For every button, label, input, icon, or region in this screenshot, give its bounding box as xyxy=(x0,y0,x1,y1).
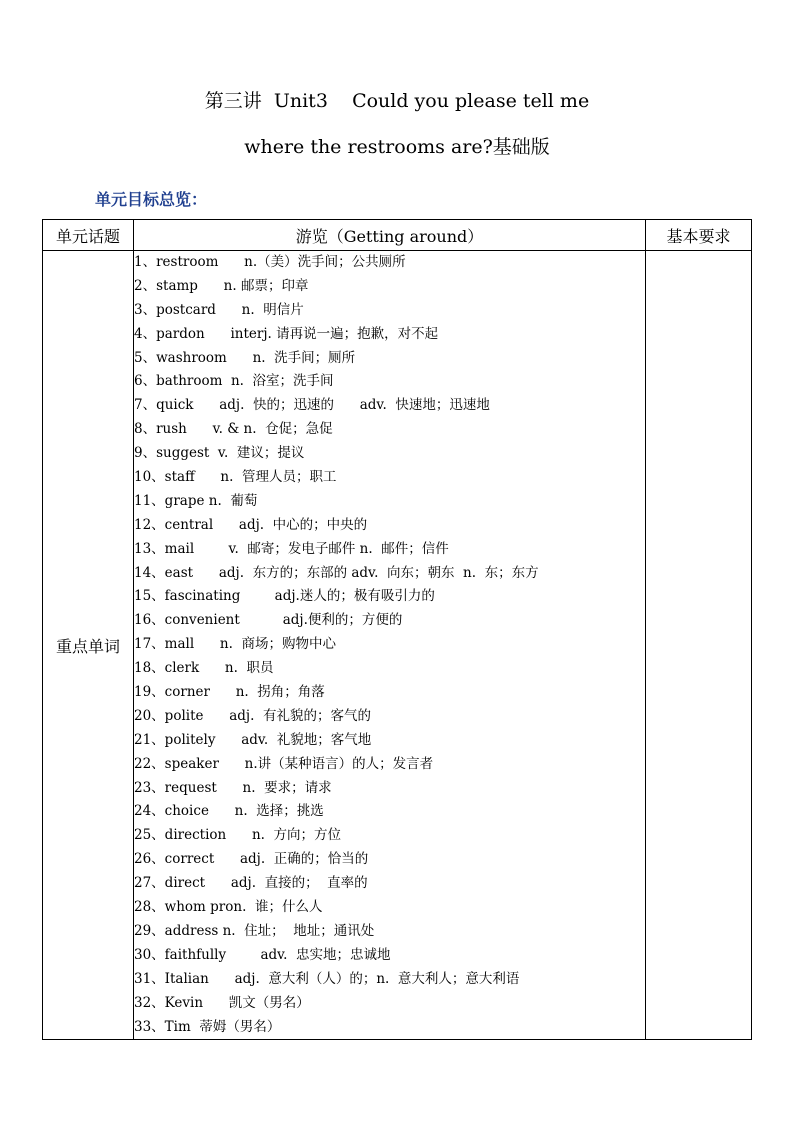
vocab-item: 5、washroom n. 洗手间；厕所 xyxy=(134,349,356,366)
vocab-item: 29、address n. 住址； 地址；通讯处 xyxy=(134,922,375,939)
vocab-item: 25、direction n. 方向；方位 xyxy=(134,827,342,844)
vocab-item: 27、direct adj. 直接的； 直率的 xyxy=(134,875,368,892)
vocab-item: 17、mall n. 商场；购物中心 xyxy=(134,636,336,653)
vocab-item: 20、polite adj. 有礼貌的；客气的 xyxy=(134,707,371,724)
vocab-item: 8、rush v. & n. 仓促；急促 xyxy=(134,421,333,438)
vocab-item: 14、east adj. 东方的；东部的 adv. 向东；朝东 n. 东；东方 xyxy=(134,564,539,581)
header-getting-around: 游览（Getting around） xyxy=(134,220,646,251)
topic-cell: 重点单词 xyxy=(43,251,134,1040)
document-title-line-1: 第三讲 Unit3 Could you please tell me xyxy=(204,90,590,112)
vocab-item: 13、mail v. 邮寄；发电子邮件 n. 邮件；信件 xyxy=(134,540,449,557)
vocab-item: 28、whom pron. 谁；什么人 xyxy=(134,899,323,916)
vocab-item: 15、fascinating adj.迷人的；极有吸引力的 xyxy=(134,588,435,605)
unit-goals-table xyxy=(42,219,752,1040)
header-requirements: 基本要求 xyxy=(646,220,752,251)
vocab-item: 11、grape n. 葡萄 xyxy=(134,492,258,509)
vocab-item: 9、suggest v. 建议；提议 xyxy=(134,445,305,462)
table-header-row xyxy=(43,220,752,251)
vocab-list-cell xyxy=(134,251,646,1040)
vocab-item: 1、restroom n.（美）洗手间；公共厕所 xyxy=(134,254,406,270)
vocab-item: 6、bathroom n. 浴室；洗手间 xyxy=(134,373,334,390)
vocab-item: 4、pardon interj. 请再说一遍；抱歉，对不起 xyxy=(134,325,439,342)
header-topic: 单元话题 xyxy=(43,220,134,251)
document-title-line-2: where the restrooms are?基础版 xyxy=(244,136,550,158)
vocab-item: 2、stamp n. 邮票；印章 xyxy=(134,277,309,294)
vocab-item: 12、central adj. 中心的；中央的 xyxy=(134,516,368,533)
vocab-item: 3、postcard n. 明信片 xyxy=(134,301,304,318)
vocab-item: 26、correct adj. 正确的；恰当的 xyxy=(134,851,369,868)
vocab-item: 22、speaker n.讲（某种语言）的人；发言者 xyxy=(134,755,434,772)
vocab-item: 10、staff n. 管理人员；职工 xyxy=(134,469,337,486)
vocab-item: 24、choice n. 选择；挑选 xyxy=(134,803,324,820)
vocab-item: 18、clerk n. 职员 xyxy=(134,660,274,677)
vocab-item: 30、faithfully adv. 忠实地；忠诚地 xyxy=(134,946,391,963)
vocab-item: 23、request n. 要求；请求 xyxy=(134,779,332,796)
vocab-item: 19、corner n. 拐角；角落 xyxy=(134,684,325,701)
section-heading: 单元目标总览： xyxy=(95,190,208,209)
vocab-item: 16、convenient adj.便利的；方便的 xyxy=(134,612,403,629)
vocab-item: 32、Kevin 凯文（男名） xyxy=(134,994,310,1011)
vocab-item: 33、Tim 蒂姆（男名） xyxy=(134,1018,281,1035)
vocab-item: 31、Italian adj. 意大利（人）的；n. 意大利人；意大利语 xyxy=(134,970,520,987)
vocab-item: 7、quick adj. 快的；迅速的 adv. 快速地；迅速地 xyxy=(134,397,490,414)
requirement-cell xyxy=(646,251,752,1040)
vocab-list xyxy=(134,251,645,1039)
vocab-item: 21、politely adv. 礼貌地；客气地 xyxy=(134,731,372,748)
table-body-row xyxy=(43,251,752,1040)
